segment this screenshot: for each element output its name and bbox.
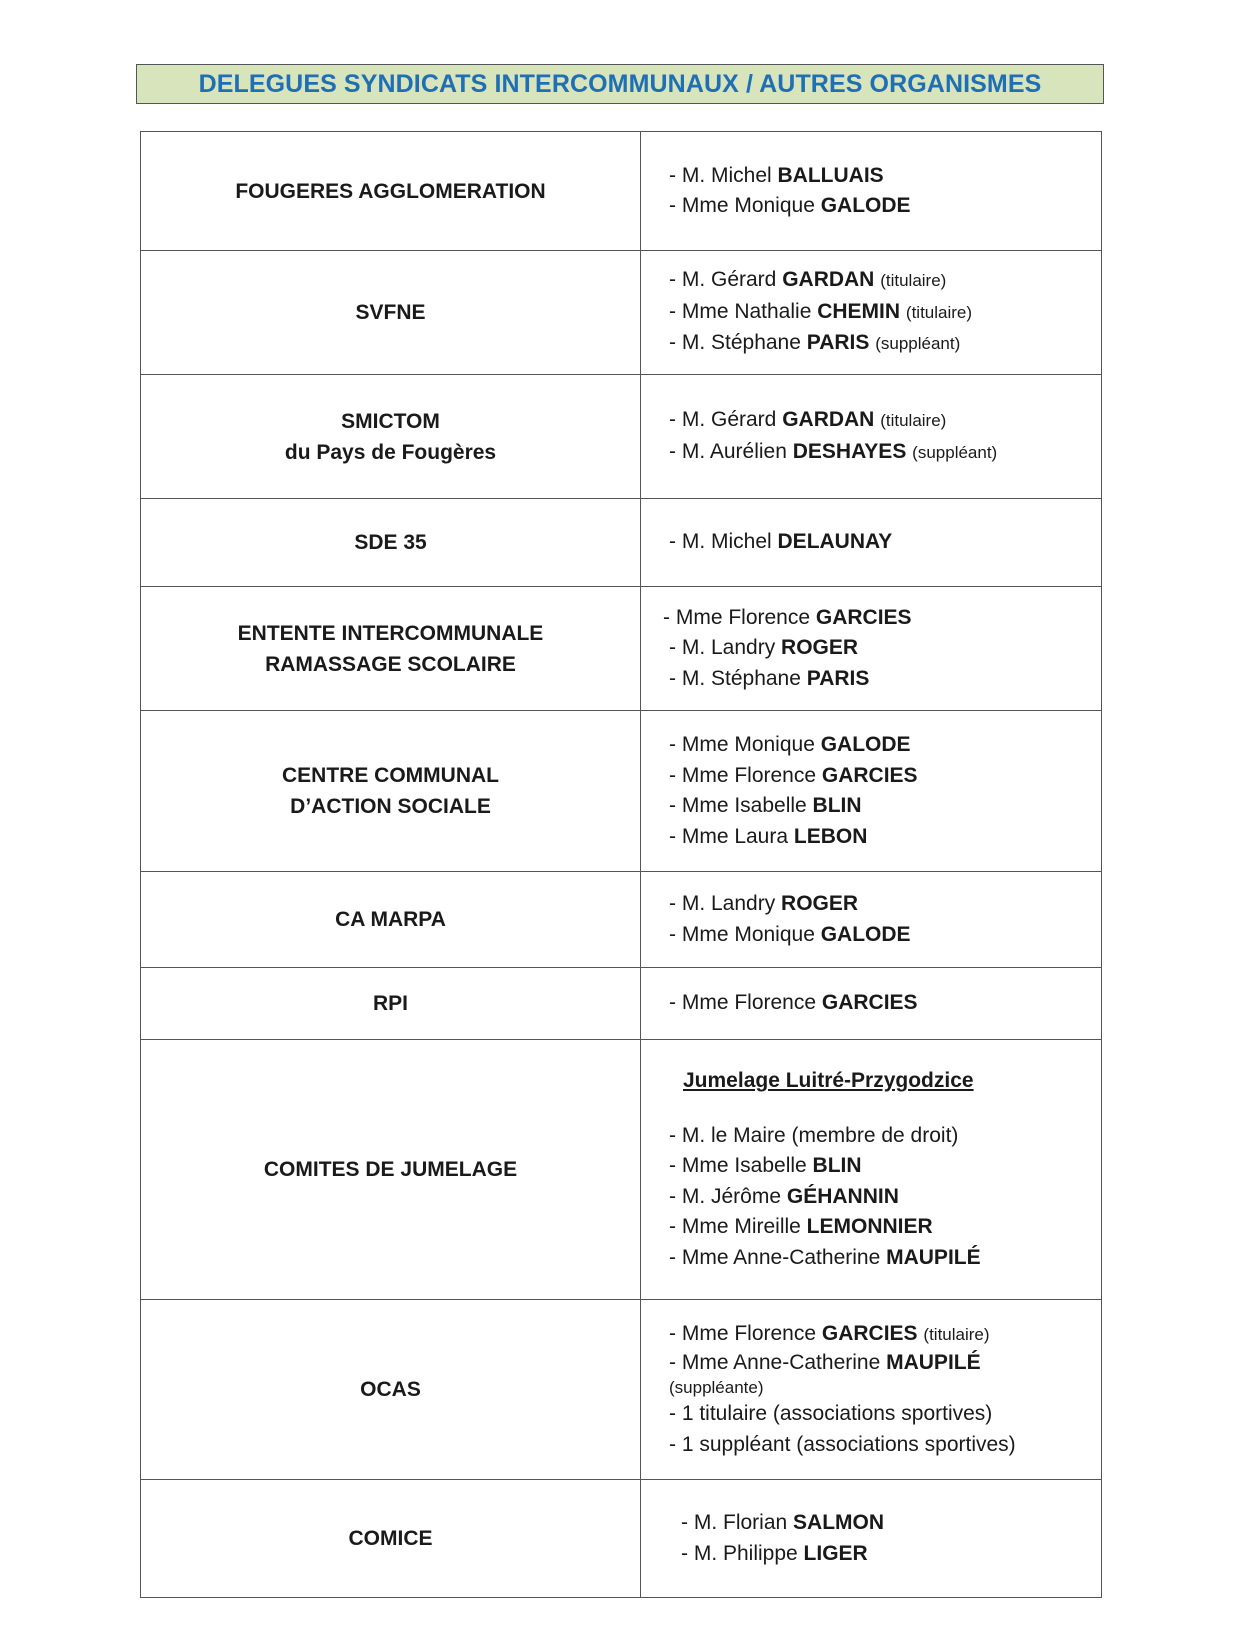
delegate-surname: SALMON [793,1511,885,1534]
delegates-cell [641,375,1102,499]
delegate-given: - Mme Isabelle [669,1154,813,1177]
delegate-line [669,1243,1101,1274]
table-row [141,1040,1102,1300]
delegate-surname: GALODE [820,194,911,217]
delegate-line [669,633,1101,664]
delegate-surname: GALODE [820,733,911,756]
twinning-heading: Jumelage Luitré-Przygodzice [683,1069,974,1092]
delegate-given: - Mme Anne-Catherine [669,1351,887,1375]
delegate-surname: BLIN [812,1154,862,1177]
delegate-given: - M. Gérard [669,408,783,431]
delegate-surname: GARDAN [782,268,875,292]
delegate-surname: GARCIES [821,763,918,787]
table-row [141,1300,1102,1480]
table-row [141,499,1102,587]
delegate-given: - Mme Florence [669,1321,822,1345]
delegate-surname: GARDAN [782,408,875,431]
delegate-surname: GÉHANNIN [786,1184,899,1208]
delegate-surname: ROGER [781,636,859,660]
table-row [141,968,1102,1040]
organisation-name [141,375,641,499]
delegate-surname: PARIS [806,331,870,355]
delegate-given: - M. Florian [681,1511,794,1534]
org-line: COMITES DE JUMELAGE [263,1158,518,1181]
delegate-surname: LIGER [803,1541,868,1565]
delegate-given: - Mme Monique [669,922,821,946]
delegate-given: - M. Stéphane [669,331,807,355]
delegate-given: - 1 titulaire (associations sportives) [669,1402,993,1426]
delegate-given: - M. Michel [669,530,778,554]
delegates-cell [641,1300,1102,1480]
table-row [141,872,1102,968]
delegate-given: - Mme Monique [669,194,821,217]
delegate-role: (titulaire) [880,411,947,430]
delegate-role: (titulaire) [923,1324,990,1344]
delegate-given: - M. Philippe [681,1541,804,1565]
delegate-given: - M. Michel [669,163,778,187]
org-line: FOUGERES AGGLOMERATION [235,179,546,203]
delegate-line [669,1430,1101,1461]
delegate-given: - M. Aurélien [669,439,793,463]
delegate-line [669,761,1101,792]
delegates-cell [641,968,1102,1040]
delegate-line [669,791,1101,822]
delegate-surname: BLIN [812,794,862,817]
delegate-role: (suppléante) [669,1378,764,1398]
delegates-cell [641,132,1102,251]
table-row [141,251,1102,375]
delegate-surname: CHEMIN [817,299,901,323]
delegate-given: - 1 suppléant (associations sportives) [669,1432,1016,1456]
organisation-name [141,1480,641,1598]
delegate-surname: ROGER [781,892,859,915]
organisation-name [141,1040,641,1300]
delegate-given: - Mme Laura [669,824,794,848]
delegate-line [669,191,1101,222]
delegate-line [669,328,1101,360]
delegate-line [669,437,1101,469]
org-line: SVFNE [355,301,426,324]
organisation-name [141,968,641,1040]
delegates-cell [641,251,1102,375]
organisation-name [141,872,641,968]
organisation-name [141,499,641,587]
delegates-cell [641,499,1102,587]
delegate-given: - M. Gérard [669,268,783,292]
delegate-surname: GARCIES [821,1321,918,1345]
org-line: OCAS [360,1378,421,1401]
table-row [141,375,1102,499]
delegate-surname: BALLUAIS [777,163,884,187]
org-line: ENTENTE INTERCOMMUNALE [237,621,544,645]
delegate-surname: DESHAYES [792,439,907,463]
delegate-line [669,1350,1101,1376]
org-line: D’ACTION SOCIALE [290,795,491,818]
delegate-line [669,730,1101,761]
delegate-line [669,1212,1101,1243]
delegate-given: - Mme Florence [669,763,822,787]
delegate-given: - M. Stéphane [669,666,807,690]
delegates-cell [641,1480,1102,1598]
delegate-role: (suppléant) [875,334,961,354]
org-line: COMICE [348,1527,433,1550]
table-row [141,711,1102,872]
org-line: CENTRE COMMUNAL [282,764,499,787]
delegate-given: - M. Jérôme [669,1184,787,1208]
delegate-role: (titulaire) [880,271,947,291]
table-row [141,587,1102,711]
org-line: du Pays de Fougères [284,440,497,464]
delegate-given: - Mme Anne-Catherine [669,1245,887,1269]
delegate-given: - M. Landry [669,892,782,915]
delegate-surname: GARCIES [815,605,912,629]
organisation-name [141,1300,641,1480]
delegate-surname: PARIS [806,666,870,690]
table-row [141,132,1102,251]
delegate-line [669,161,1101,192]
delegate-line [669,1539,1101,1570]
delegate-line [669,1121,1101,1152]
organisation-name [141,587,641,711]
delegate-line [669,1151,1101,1182]
delegate-surname: LEBON [793,824,868,848]
org-line: CA MARPA [335,908,446,931]
delegate-line [669,889,1101,920]
delegates-cell [641,587,1102,711]
delegate-line [669,1376,1101,1399]
organisation-name [141,132,641,251]
delegate-given: - Mme Florence [663,605,816,629]
delegate-line [669,527,1101,558]
delegates-cell [641,872,1102,968]
delegates-table [140,131,1102,1598]
delegate-line [669,664,1101,695]
delegate-line [669,297,1101,329]
org-line: RAMASSAGE SCOLAIRE [265,652,516,676]
organisation-name [141,251,641,375]
delegates-cell [641,1040,1102,1300]
delegate-line [669,1319,1101,1351]
delegate-surname: GALODE [820,922,911,946]
page-title: DELEGUES SYNDICATS INTERCOMMUNAUX / AUTRES ORGANISMES [136,64,1104,104]
delegate-given: - M. Landry [669,636,782,660]
delegate-surname: MAUPILÉ [886,1245,981,1269]
delegates-cell [641,711,1102,872]
delegate-line [669,1508,1101,1539]
delegate-line [669,405,1101,437]
delegate-surname: DELAUNAY [777,530,893,554]
delegate-given: - Mme Monique [669,733,821,756]
delegate-given: - M. le Maire (membre de droit) [669,1123,959,1147]
delegate-given: - Mme Isabelle [669,794,813,817]
delegate-surname: MAUPILÉ [886,1351,981,1375]
delegate-line [663,603,1101,634]
table-row [141,1480,1102,1598]
org-line: SDE 35 [354,531,427,554]
delegate-line [669,1182,1101,1213]
delegate-line [669,265,1101,297]
delegate-given: - Mme Nathalie [669,299,818,323]
delegate-role: (suppléant) [912,442,998,462]
delegate-given: - Mme Mireille [669,1215,807,1238]
delegate-surname: GARCIES [821,991,918,1015]
delegate-line [669,988,1101,1019]
delegate-line [669,1399,1101,1430]
delegate-line [669,920,1101,951]
delegate-line [669,822,1101,853]
delegate-role: (titulaire) [905,302,973,322]
org-line: SMICTOM [341,409,440,433]
org-line: RPI [372,992,408,1015]
delegate-surname: LEMONNIER [806,1215,933,1238]
delegate-given: - Mme Florence [669,991,822,1015]
organisation-name [141,711,641,872]
